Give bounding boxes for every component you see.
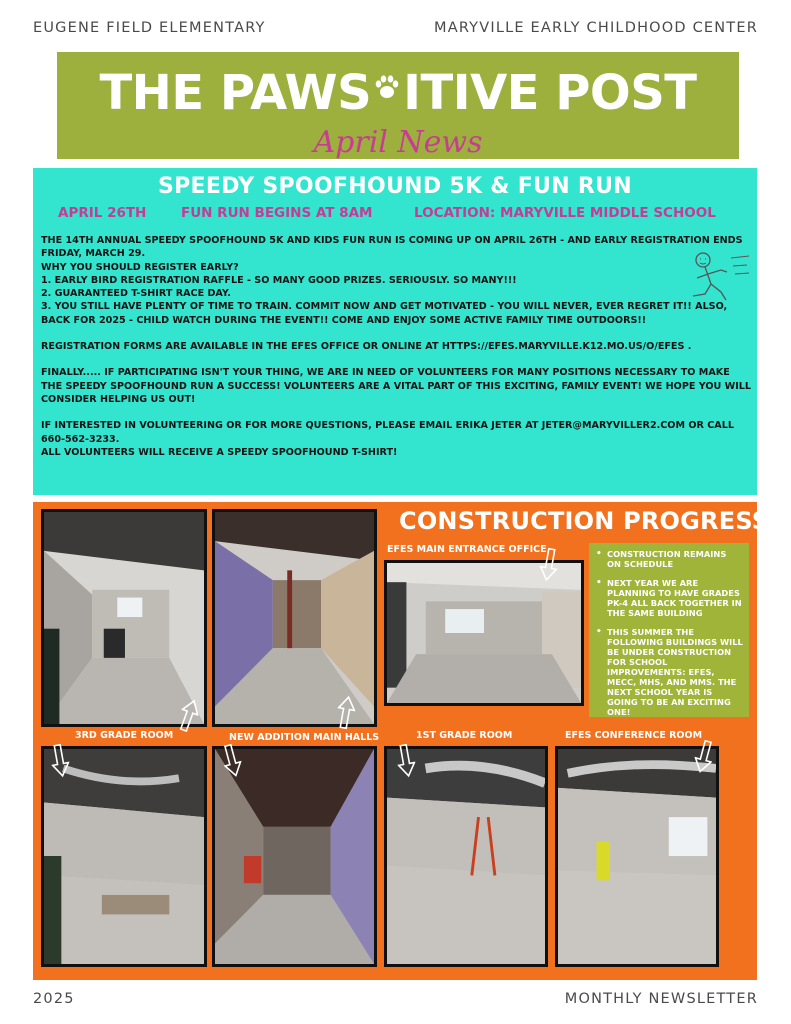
caption-main-halls: NEW ADDITION MAIN HALLS <box>229 732 380 743</box>
caption-third-grade: 3RD GRADE ROOM <box>75 730 174 741</box>
fun-run-body <box>41 234 753 459</box>
masthead <box>57 52 739 159</box>
third-grade-room-photo <box>41 509 207 727</box>
caption-first-grade: 1ST GRADE ROOM <box>416 730 513 741</box>
third-grade-room-photo-2 <box>41 746 207 967</box>
construction-title: CONSTRUCTION PROGRESS <box>399 507 770 535</box>
title-part-1: THE PAWS <box>99 65 372 121</box>
registration-paragraph: REGISTRATION FORMS ARE AVAILABLE IN THE EFES OFFICE OR ONLINE AT HTTPS://EFES.MARYVILLE.K12.MO.US/O/EFES . <box>41 341 692 353</box>
note-item: • THIS SUMMER THE FOLLOWING BUILDINGS WILL BE UNDER CONSTRUCTION FOR SCHOOL IMPROVEMENTS: EFES, MECC, MHS, AND MMS. THE NEXT SCHOOL YEAR IS GOING TO BE AN EXCITING ONE! <box>595 627 743 717</box>
running-stick-figure-icon <box>681 248 751 308</box>
paw-print-icon <box>372 60 402 90</box>
school-name-right: MARYVILLE EARLY CHILDHOOD CENTER <box>433 20 758 36</box>
note-item: • CONSTRUCTION REMAINS ON SCHEDULE <box>595 549 743 569</box>
caption-main-office: EFES MAIN ENTRANCE OFFICE <box>387 544 547 555</box>
footer-year: 2025 <box>33 991 75 1007</box>
caption-conference: EFES CONFERENCE ROOM <box>565 730 703 741</box>
issue-subtitle: April News <box>313 125 483 160</box>
body-paragraph: 1. EARLY BIRD REGISTRATION RAFFLE - SO MANY GOOD PRIZES. SERIOUSLY. SO MANY!!! <box>41 274 517 286</box>
body-paragraph: 2. GUARANTEED T-SHIRT RACE DAY. <box>41 288 231 300</box>
first-grade-room-photo <box>384 746 548 967</box>
note-item: • NEXT YEAR WE ARE PLANNING TO HAVE GRADES PK-4 ALL BACK TOGETHER IN THE SAME BUILDING <box>595 578 743 618</box>
fun-run-section <box>33 168 757 495</box>
fun-run-title: SPEEDY SPOOFHOUND 5K & FUN RUN <box>157 174 633 199</box>
body-paragraph: 3. YOU STILL HAVE PLENTY OF TIME TO TRAIN. COMMIT NOW AND GET MOTIVATED - YOU WILL NEVER, EVER REGRET IT!! ALSO, BACK FOR 2025 - CHILD WATCH DURING THE EVENT!! COME AND ENJOY SOME ACTIVE FAMILY TIME OUTDOORS!! <box>41 301 728 326</box>
title-part-2: ITIVE POST <box>403 65 697 121</box>
event-time: FUN RUN BEGINS AT 8AM <box>181 205 373 221</box>
tshirt-paragraph: ALL VOLUNTEERS WILL RECEIVE A SPEEDY SPOOFHOUND T-SHIRT! <box>41 446 398 458</box>
construction-section <box>33 502 770 980</box>
conference-room-photo <box>555 746 719 967</box>
event-date: APRIL 26TH <box>58 205 147 221</box>
body-paragraph: WHY YOU SHOULD REGISTER EARLY? <box>41 261 239 273</box>
volunteer-paragraph: FINALLY..... IF PARTICIPATING ISN'T YOUR THING, WE ARE IN NEED OF VOLUNTEERS FOR MANY POSITIONS NECESSARY TO MAKE THE SPEEDY SPOOFHOUND RUN A SUCCESS! VOLUNTEERS ARE A VITAL PART OF THIS EXCITING, FAMILY EVENT! WE HOPE YOU WILL CONSIDER HELPING US OUT! <box>41 367 752 405</box>
main-halls-photo-2 <box>212 746 377 967</box>
body-paragraph: THE 14TH ANNUAL SPEEDY SPOOFHOUND 5K AND KIDS FUN RUN IS COMING UP ON APRIL 26TH - AND EARLY REGISTRATION ENDS FRIDAY, MARCH 29. <box>41 235 743 260</box>
event-location: LOCATION: MARYVILLE MIDDLE SCHOOL <box>414 205 716 221</box>
school-name-left: EUGENE FIELD ELEMENTARY <box>33 20 266 36</box>
new-addition-main-halls-photo <box>212 509 377 727</box>
construction-notes <box>589 543 749 717</box>
newsletter-title <box>57 60 739 120</box>
footer-label: MONTHLY NEWSLETTER <box>564 991 758 1007</box>
contact-paragraph: IF INTERESTED IN VOLUNTEERING OR FOR MORE QUESTIONS, PLEASE EMAIL ERIKA JETER AT JETER@MARYVILLER2.COM OR CALL 660-562-3233. <box>41 420 734 445</box>
